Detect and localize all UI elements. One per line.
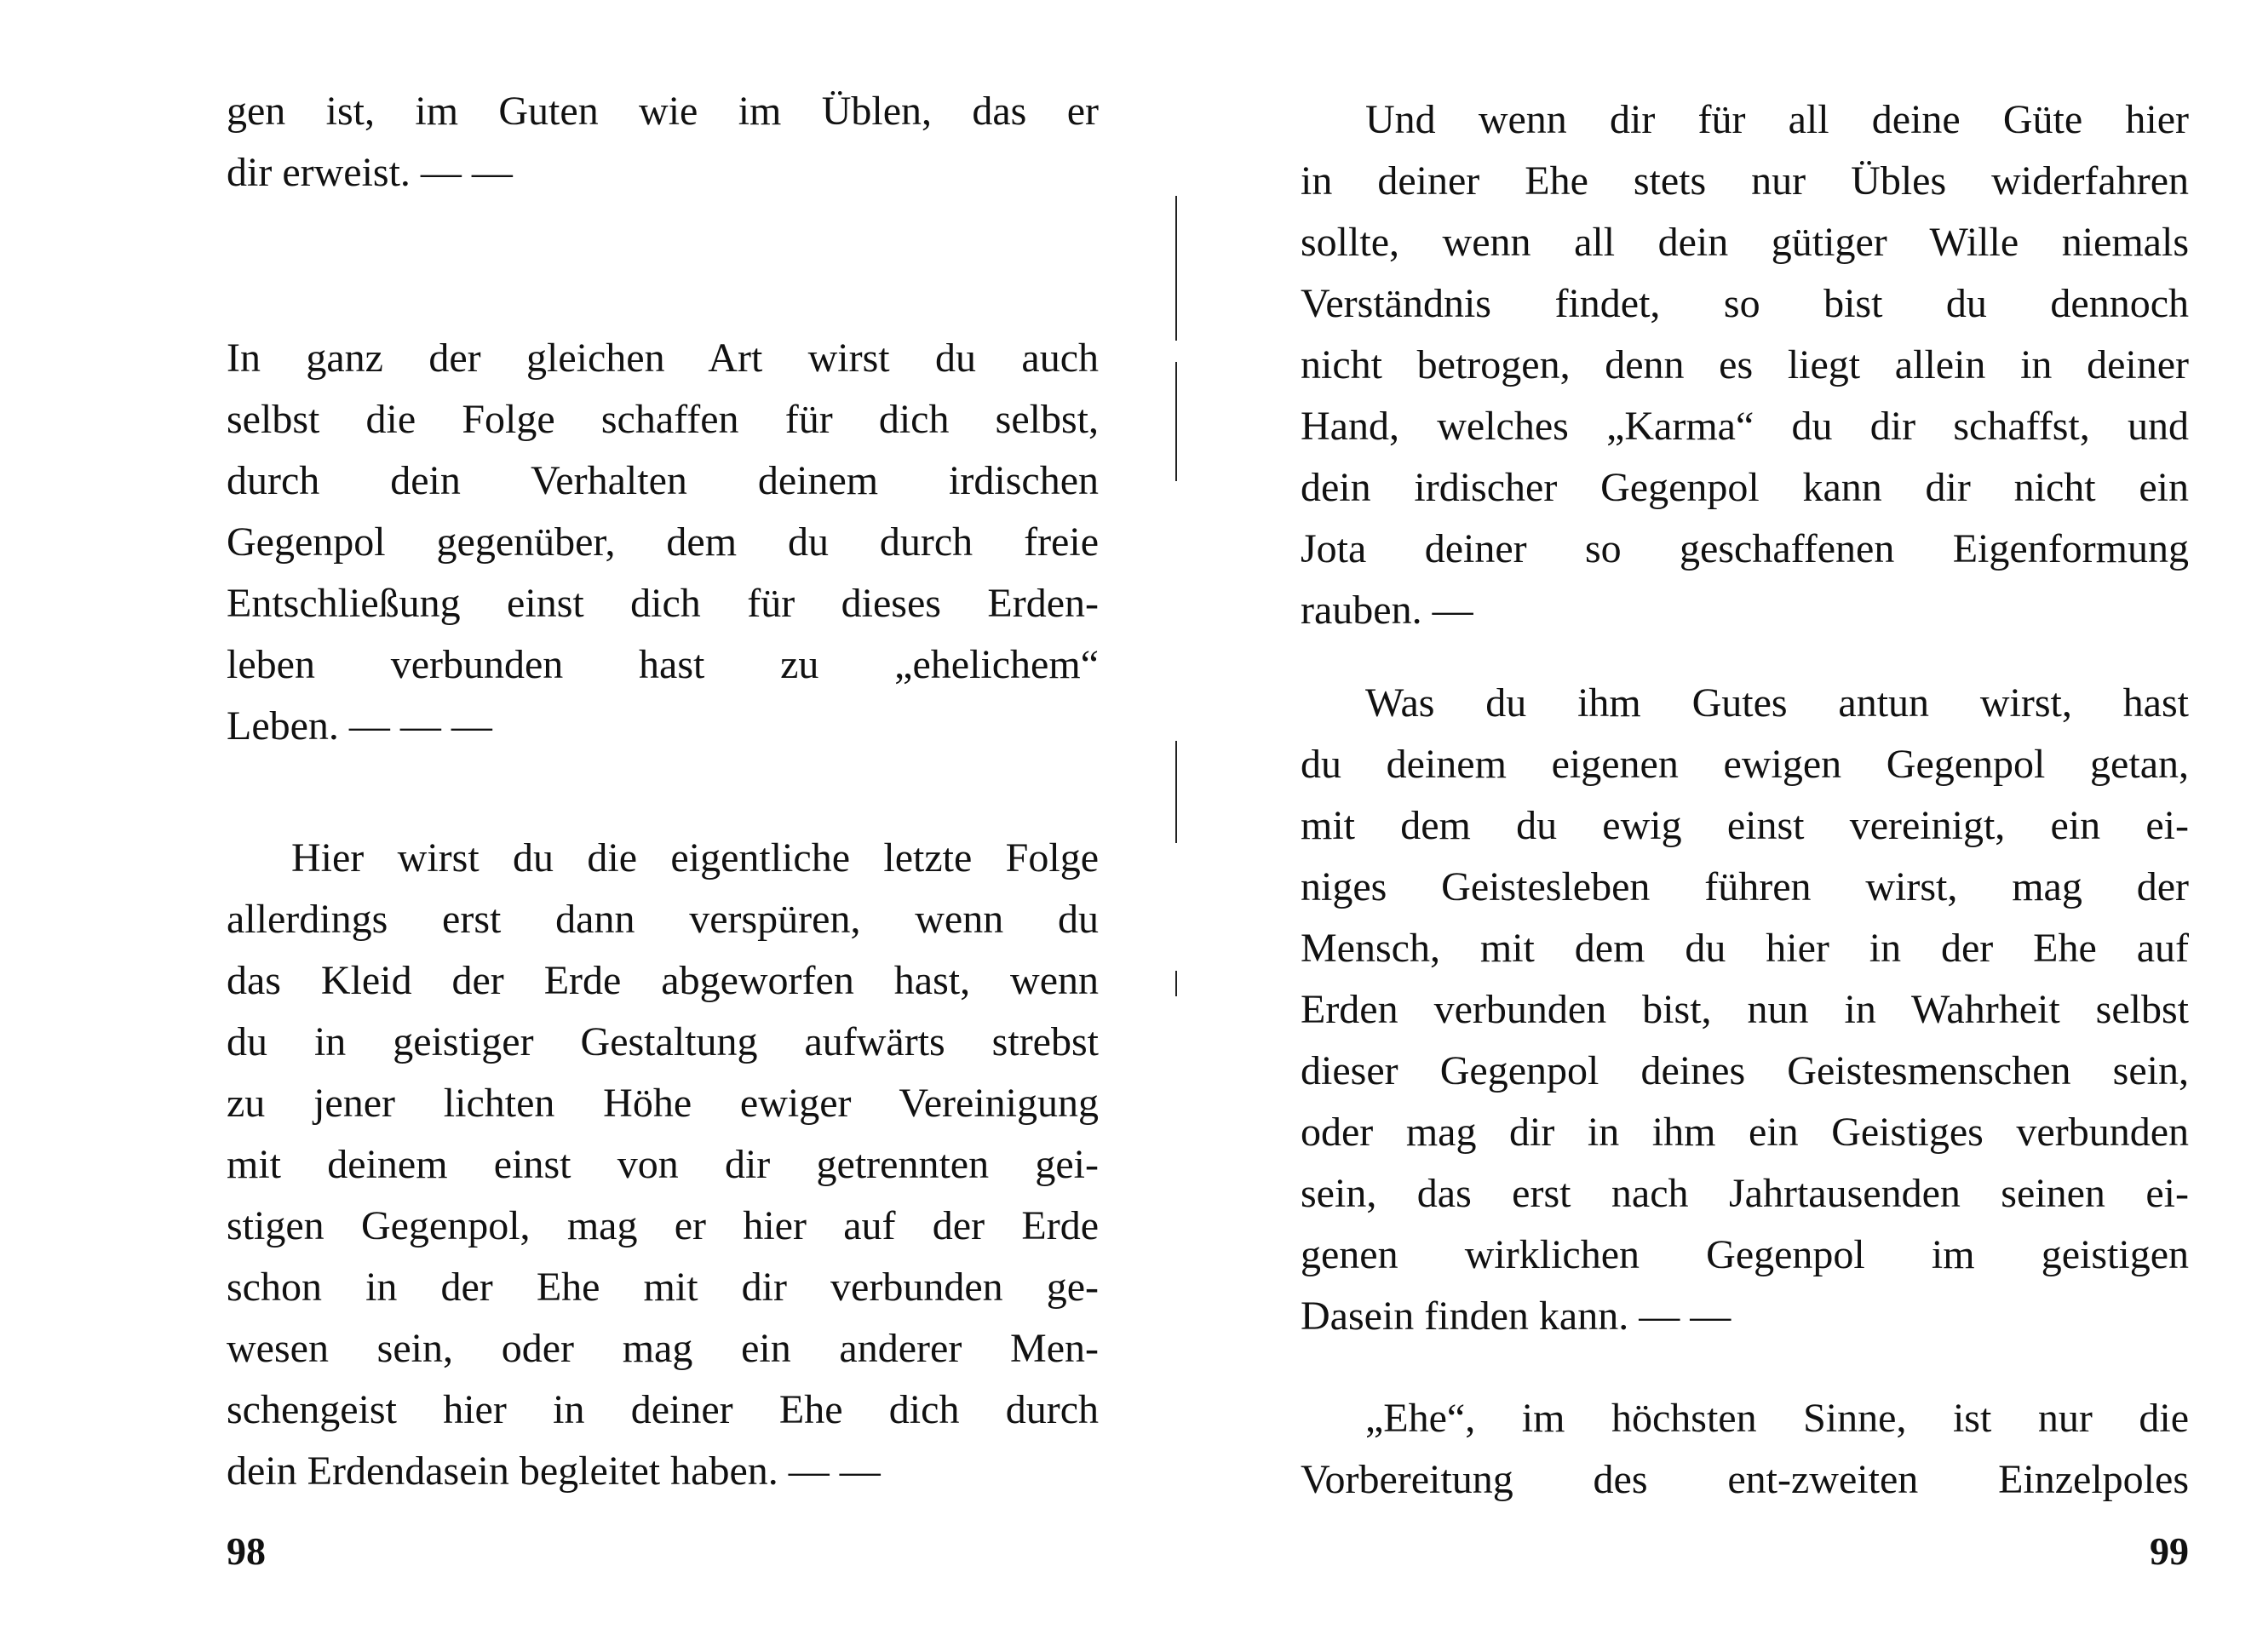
paragraph: [1301, 673, 2189, 1347]
gutter-mark: [1175, 196, 1177, 341]
text-line: rauben. —: [1301, 588, 1473, 633]
text-line: sein, das erst nach Jahrtausenden seinen ei-: [1301, 1171, 2189, 1216]
text-line: Und wenn dir für all deine Güte hier: [1365, 97, 2189, 142]
text-line: niges Geistesleben führen wirst, mag der: [1301, 864, 2189, 909]
text-line: leben verbunden hast zu „ehelichem“: [227, 642, 1099, 687]
text-line: Was du ihm Gutes antun wirst, hast: [1365, 680, 2189, 726]
gutter-mark: [1175, 971, 1177, 996]
text-line: Verständnis findet, so bist du dennoch: [1301, 281, 2189, 326]
text-line: allerdings erst dann verspüren, wenn du: [227, 897, 1099, 942]
text-line: Leben. — — —: [227, 703, 492, 749]
text-line: Gegenpol gegenüber, dem du durch freie: [227, 519, 1099, 565]
text-line: durch dein Verhalten deinem irdischen: [227, 458, 1099, 503]
text-line: du deinem eigenen ewigen Gegenpol getan,: [1301, 742, 2189, 787]
text-line: Vorbereitung des ent-zweiten Einzelpoles: [1301, 1457, 2189, 1502]
text-line: nicht betrogen, denn es liegt allein in deiner: [1301, 342, 2189, 387]
paragraph: [227, 328, 1099, 757]
page-number: 99: [2150, 1529, 2189, 1573]
text-line: sollte, wenn all dein gütiger Wille niemals: [1301, 220, 2189, 265]
text-line: Hand, welches „Karma“ du dir schaffst, und: [1301, 404, 2189, 449]
paragraph: [227, 81, 1099, 204]
text-line: schon in der Ehe mit dir verbunden ge-: [227, 1265, 1099, 1310]
paragraph: [1301, 1388, 2189, 1511]
paragraph: [1301, 89, 2189, 641]
paragraph: [227, 828, 1099, 1502]
right-page: [1301, 0, 2189, 1652]
text-line: Erden verbunden bist, nun in Wahrheit selbst: [1301, 987, 2189, 1032]
text-line: stigen Gegenpol, mag er hier auf der Erde: [227, 1203, 1099, 1248]
text-line: mit deinem einst von dir getrennten gei-: [227, 1142, 1099, 1187]
text-line: gen ist, im Guten wie im Üblen, das er: [227, 89, 1099, 134]
text-line: Mensch, mit dem du hier in der Ehe auf: [1301, 926, 2189, 971]
text-line: zu jener lichten Höhe ewiger Vereinigung: [227, 1081, 1099, 1126]
text-line: Dasein finden kann. — —: [1301, 1293, 1732, 1339]
page-number: 98: [227, 1529, 266, 1573]
text-line: selbst die Folge schaffen für dich selbst,: [227, 397, 1099, 442]
text-line: In ganz der gleichen Art wirst du auch: [227, 336, 1099, 381]
text-line: wesen sein, oder mag ein anderer Men-: [227, 1326, 1099, 1371]
text-line: dein irdischer Gegenpol kann dir nicht ein: [1301, 465, 2189, 510]
text-line: „Ehe“, im höchsten Sinne, ist nur die: [1365, 1396, 2189, 1441]
text-line: Hier wirst du die eigentliche letzte Folge: [291, 835, 1099, 880]
text-line: genen wirklichen Gegenpol im geistigen: [1301, 1232, 2189, 1277]
text-line: oder mag dir in ihm ein Geistiges verbunden: [1301, 1110, 2189, 1155]
text-line: das Kleid der Erde abgeworfen hast, wenn: [227, 958, 1099, 1003]
gutter-mark: [1175, 362, 1177, 481]
text-line: Jota deiner so geschaffenen Eigenformung: [1301, 526, 2189, 571]
text-line: dieser Gegenpol deines Geistesmenschen sein,: [1301, 1048, 2189, 1093]
gutter-mark: [1175, 741, 1177, 843]
text-line: dir erweist. — —: [227, 150, 513, 195]
text-line: schengeist hier in deiner Ehe dich durch: [227, 1387, 1099, 1432]
text-line: dein Erdendasein begleitet haben. — —: [227, 1448, 881, 1494]
text-line: mit dem du ewig einst vereinigt, ein ei-: [1301, 803, 2189, 848]
text-line: in deiner Ehe stets nur Übles widerfahren: [1301, 158, 2189, 204]
left-page: [227, 0, 1099, 1652]
text-line: du in geistiger Gestaltung aufwärts strebst: [227, 1019, 1099, 1064]
text-line: Entschließung einst dich für dieses Erden-: [227, 581, 1099, 626]
